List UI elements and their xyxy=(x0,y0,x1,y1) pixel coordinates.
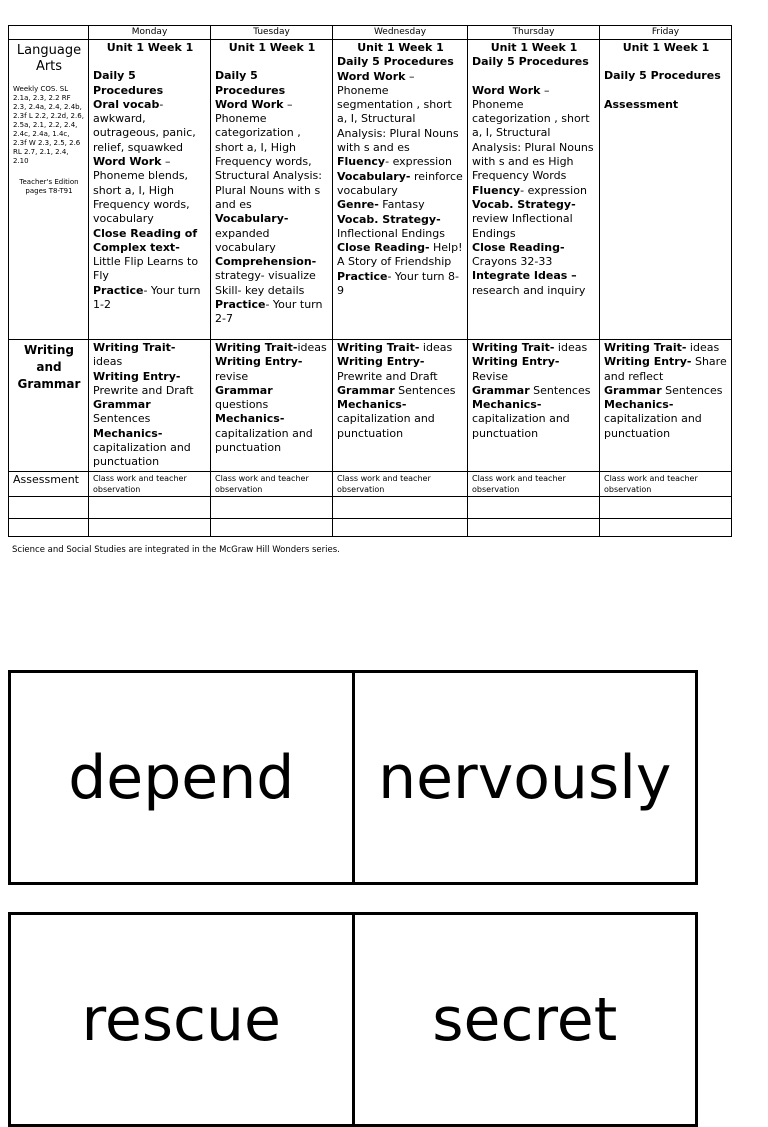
plan-line-text: Sentences xyxy=(394,383,456,397)
lesson-plan-table xyxy=(8,25,732,537)
plan-line xyxy=(93,155,207,226)
plan-line-text: ideas xyxy=(297,341,327,354)
plan-line-label: Word Work xyxy=(472,83,541,97)
spacer xyxy=(215,55,329,69)
spacer xyxy=(93,55,207,69)
plan-line-text: capitalization and punctuation xyxy=(604,412,702,440)
plan-line-label: Practice xyxy=(215,298,266,312)
plan-line-text: ideas xyxy=(686,341,720,354)
blank-cell xyxy=(468,518,600,536)
plan-line-label: Daily 5 Procedures xyxy=(472,55,589,69)
plan-line-label: Fluency xyxy=(337,155,386,169)
spacer xyxy=(472,70,596,84)
plan-line-text: Sentences xyxy=(529,383,591,397)
blank-cell xyxy=(9,518,89,536)
language-arts-header xyxy=(9,40,89,340)
plan-line xyxy=(215,298,329,327)
plan-line-text: - expression xyxy=(520,183,587,197)
writing-title: Writing and Grammar xyxy=(17,343,81,391)
blank-cell xyxy=(89,518,211,536)
plan-line-label: Mechanics- xyxy=(472,398,542,412)
plan-line-label: Vocab. Strategy- xyxy=(337,212,441,226)
language-arts-title: Language Arts xyxy=(16,43,82,74)
spacer xyxy=(604,84,728,98)
plan-line-label: Close Reading of Complex text- xyxy=(93,226,198,254)
plan-line-label: Vocabulary- xyxy=(337,169,411,183)
plan-line-text: Revise xyxy=(472,369,508,383)
day-header: Wednesday xyxy=(333,26,468,40)
plan-line-text: Sentences xyxy=(661,383,723,397)
plan-line xyxy=(215,255,329,298)
plan-line-text: Share and reflect xyxy=(604,355,727,383)
plan-line xyxy=(337,198,464,212)
plan-line xyxy=(215,98,329,212)
plan-line xyxy=(472,384,596,398)
plan-line-label: Daily 5 Procedures xyxy=(215,69,286,97)
unit-week-heading: Unit 1 Week 1 xyxy=(228,41,316,54)
day-header: Friday xyxy=(600,26,732,40)
plan-line-text: – Phoneme blends, short a, I, High Frequency words, vocabulary xyxy=(93,155,190,226)
plan-line-text: capitalization and punctuation xyxy=(93,441,191,469)
plan-line xyxy=(337,70,464,156)
plan-line-label: Practice xyxy=(93,283,144,297)
plan-line-label: Writing Trait- xyxy=(93,341,176,354)
blank-cell xyxy=(333,518,468,536)
plan-line xyxy=(604,355,728,384)
day-header: Thursday xyxy=(468,26,600,40)
integration-note: Science and Social Studies are integrated in the McGraw Hill Wonders series. xyxy=(12,545,340,555)
plan-line-label: Mechanics- xyxy=(93,426,163,440)
plan-line-text: capitalization and punctuation xyxy=(215,426,313,455)
plan-line-text: Fantasy xyxy=(378,198,425,212)
blank-cell xyxy=(9,496,89,518)
plan-line xyxy=(93,398,207,427)
plan-line-label: Comprehension- xyxy=(215,255,317,269)
plan-line xyxy=(472,269,596,298)
word-card-row xyxy=(8,912,698,1127)
plan-line-label: Mechanics- xyxy=(215,412,285,426)
plan-line-text: ideas xyxy=(554,341,588,354)
word-card: nervously xyxy=(352,673,696,882)
plan-line-label: Daily 5 Procedures xyxy=(337,55,454,69)
plan-line-text: Prewrite and Draft xyxy=(337,369,438,383)
corner-cell xyxy=(9,26,89,40)
plan-line-label: Integrate Ideas – xyxy=(472,269,577,283)
assessment-cell: Class work and teacher observation xyxy=(600,471,732,496)
plan-line-label: Writing Trait- xyxy=(337,341,420,354)
assessment-row xyxy=(9,471,732,496)
la-cell xyxy=(333,40,468,340)
day-header: Tuesday xyxy=(211,26,333,40)
plan-line xyxy=(472,84,596,184)
word-card: rescue xyxy=(81,984,281,1055)
plan-line xyxy=(604,384,728,398)
plan-line xyxy=(215,212,329,255)
plan-line-text: - expression xyxy=(385,155,452,169)
la-cell xyxy=(89,40,211,340)
plan-line xyxy=(215,341,329,355)
plan-line xyxy=(472,198,596,241)
assessment-cell: Class work and teacher observation xyxy=(468,471,600,496)
plan-line-label: Genre- xyxy=(337,198,379,212)
plan-line-text: - Your turn 1-2 xyxy=(93,283,201,312)
plan-line-text: - Your turn 2-7 xyxy=(215,298,323,326)
plan-line xyxy=(604,98,728,112)
plan-line xyxy=(93,370,207,399)
plan-line xyxy=(337,170,464,199)
plan-line xyxy=(337,155,464,169)
blank-cell xyxy=(333,496,468,518)
blank-cell xyxy=(211,496,333,518)
plan-line-label: Grammar xyxy=(337,383,395,397)
plan-line-label: Writing Entry- xyxy=(337,355,425,369)
plan-line-label: Mechanics- xyxy=(337,398,407,412)
plan-line-text: questions xyxy=(215,398,269,412)
plan-line xyxy=(472,241,596,270)
plan-line-label: Fluency xyxy=(472,183,521,197)
plan-line xyxy=(604,398,728,441)
unit-week-heading: Unit 1 Week 1 xyxy=(357,41,444,54)
plan-line xyxy=(215,355,329,384)
spacer xyxy=(604,55,728,69)
writing-cell xyxy=(468,340,600,472)
day-header: Monday xyxy=(89,26,211,40)
plan-line xyxy=(472,341,596,355)
plan-line xyxy=(337,341,464,355)
plan-line-text: reinforce vocabulary xyxy=(337,169,463,197)
blank-cell xyxy=(89,496,211,518)
plan-line-label: Grammar xyxy=(472,383,530,397)
writing-header xyxy=(9,340,89,472)
unit-week-heading: Unit 1 Week 1 xyxy=(622,41,710,54)
assessment-cell: Class work and teacher observation xyxy=(211,471,333,496)
plan-line-label: Grammar xyxy=(604,383,662,397)
plan-line-text: research and inquiry xyxy=(472,283,586,297)
teacher-edition-pages: Teacher's Edition pages T8-T91 xyxy=(19,178,79,195)
writing-cell xyxy=(211,340,333,472)
plan-line-label: Writing Trait- xyxy=(472,341,555,354)
plan-line xyxy=(337,213,464,242)
plan-line xyxy=(93,284,207,313)
writing-cell xyxy=(333,340,468,472)
plan-line xyxy=(93,69,207,98)
word-card: depend xyxy=(68,742,295,813)
writing-row xyxy=(9,340,732,472)
blank-row xyxy=(9,518,732,536)
assessment-cell: Class work and teacher observation xyxy=(89,471,211,496)
word-card-row xyxy=(8,670,698,885)
plan-line-text: - Your turn 8-9 xyxy=(337,269,459,298)
plan-line-label: Close Reading- xyxy=(337,241,430,255)
la-cell xyxy=(468,40,600,340)
plan-line xyxy=(337,241,464,270)
plan-line-label: Daily 5 Procedures xyxy=(93,69,164,97)
plan-line-text: ideas xyxy=(93,355,123,369)
writing-cell xyxy=(89,340,211,472)
plan-line-label: Oral vocab xyxy=(93,97,160,111)
plan-line xyxy=(93,227,207,284)
plan-line xyxy=(337,355,464,384)
plan-line-label: Grammar xyxy=(93,398,151,412)
plan-line-text: Help! A Story of Friendship xyxy=(337,241,463,269)
plan-line xyxy=(604,341,728,355)
header-row xyxy=(9,26,732,40)
blank-cell xyxy=(211,518,333,536)
plan-line-label: Daily 5 Procedures xyxy=(604,69,721,83)
plan-line xyxy=(337,398,464,441)
blank-cell xyxy=(468,496,600,518)
plan-line-label: Grammar xyxy=(215,383,273,397)
blank-cell xyxy=(600,518,732,536)
plan-line-label: Writing Trait- xyxy=(215,341,298,354)
plan-line-text: ideas xyxy=(419,341,453,354)
plan-line-label: Word Work xyxy=(93,155,162,169)
language-arts-row xyxy=(9,40,732,340)
blank-cell xyxy=(600,496,732,518)
plan-line-label: Practice xyxy=(337,269,388,283)
plan-line xyxy=(337,270,464,299)
plan-line xyxy=(215,69,329,98)
plan-line-text: strategy- visualize Skill- key details xyxy=(215,269,316,297)
plan-line-text: capitalization and punctuation xyxy=(472,412,570,440)
plan-line-label: Vocab. Strategy- xyxy=(472,197,576,211)
plan-line-label: Writing Entry- xyxy=(93,369,181,383)
plan-line-label: Mechanics- xyxy=(604,398,674,412)
plan-line-label: Vocabulary- xyxy=(215,212,289,226)
la-cell xyxy=(600,40,732,340)
plan-line-label: Word Work xyxy=(337,69,406,83)
unit-week-heading: Unit 1 Week 1 xyxy=(490,41,578,54)
plan-line-text: Prewrite and Draft xyxy=(93,383,194,397)
plan-line-label: Writing Entry- xyxy=(604,355,692,369)
plan-line-text: review Inflectional Endings xyxy=(472,212,573,240)
plan-line xyxy=(337,384,464,398)
plan-line-label: Writing Trait- xyxy=(604,341,687,354)
plan-line xyxy=(93,341,207,370)
plan-line xyxy=(472,184,596,198)
plan-line-text: – Phoneme categorization , short a, I, Structural Analysis: Plural Nouns with s and es High Frequency Words xyxy=(472,83,594,183)
plan-line-text: expanded vocabulary xyxy=(215,226,276,254)
plan-line-text: - awkward, outrageous, panic, relief, squawked xyxy=(93,97,196,154)
plan-line xyxy=(215,412,329,455)
plan-line-label: Word Work xyxy=(215,97,284,111)
plan-line xyxy=(93,98,207,155)
assessment-header: Assessment xyxy=(9,471,89,496)
blank-row xyxy=(9,496,732,518)
plan-line-text: Inflectional Endings xyxy=(337,226,445,240)
plan-line xyxy=(93,427,207,470)
plan-line xyxy=(472,55,596,69)
assessment-cell: Class work and teacher observation xyxy=(333,471,468,496)
plan-line xyxy=(337,55,464,69)
weekly-standards: Weekly COS. SL 2.1a, 2.3, 2.2 RF 2.3, 2.4a, 2.4, 2.4b, 2.3f L 2.2, 2.2d, 2.6, 2.5a, 2.1, 2.2, 2.4, 2.4c, 2.4a, 1.4c, 2.3f W 2.3, 2.5, 2.6 RL 2.7, 2.1, 2.4, 2.10 xyxy=(13,85,84,165)
plan-line-label: Close Reading- xyxy=(472,240,565,254)
plan-line-label: Assessment xyxy=(604,97,679,111)
plan-line-text: – Phoneme categorization , short a, I, High Frequency words, Structural Analysis: Plural Nouns with s and es xyxy=(215,97,322,211)
la-cell xyxy=(211,40,333,340)
plan-line-label: Writing Entry- xyxy=(215,355,303,369)
unit-week-heading: Unit 1 Week 1 xyxy=(106,41,194,54)
plan-line-text: – Phoneme segmentation , short a, I, Structural Analysis: Plural Nouns with s and es xyxy=(337,69,459,155)
plan-line-text: capitalization and punctuation xyxy=(337,412,435,440)
plan-line xyxy=(604,69,728,83)
plan-line-text: revise xyxy=(215,369,249,383)
plan-line-text: Sentences xyxy=(93,412,151,426)
writing-cell xyxy=(600,340,732,472)
plan-line-label: Writing Entry- xyxy=(472,355,560,369)
word-card: secret xyxy=(352,915,696,1124)
plan-line xyxy=(472,355,596,384)
plan-line-text: Little Flip Learns to Fly xyxy=(93,255,199,283)
plan-line xyxy=(215,384,329,413)
plan-line-text: Crayons 32-33 xyxy=(472,255,553,269)
plan-line xyxy=(472,398,596,441)
